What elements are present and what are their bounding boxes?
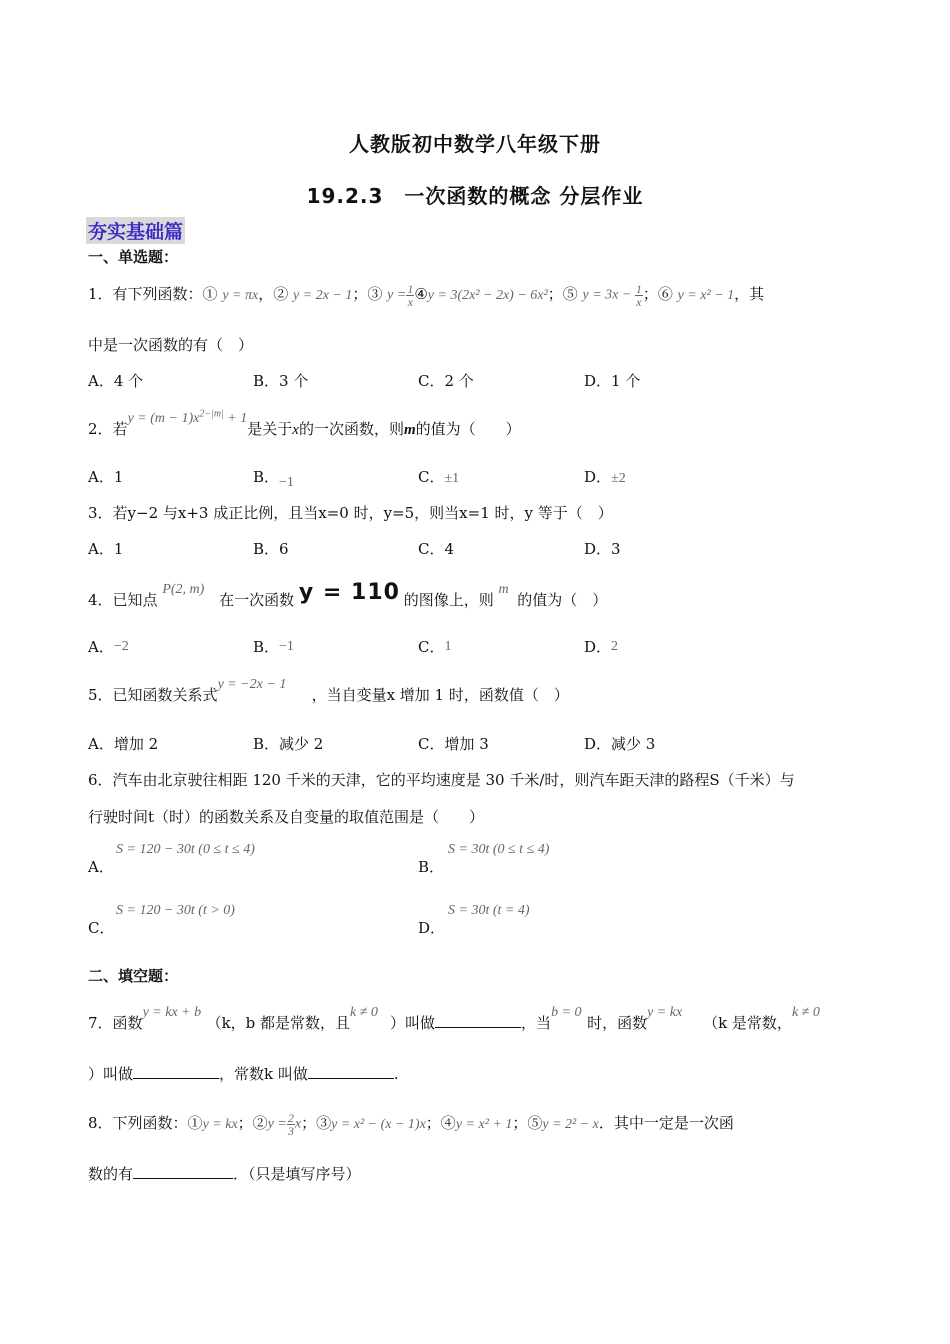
q7-line1 bbox=[88, 1005, 832, 1033]
q4-line bbox=[88, 580, 608, 611]
q7-cond-3: k ≠ 0 bbox=[791, 1005, 820, 1020]
q2-var-x: x bbox=[292, 422, 299, 438]
q2-var-m: m bbox=[403, 422, 416, 438]
q7-d: ，当 bbox=[521, 1014, 552, 1032]
q8-d: ；④ bbox=[425, 1114, 456, 1132]
q8-c: ；③ bbox=[301, 1114, 332, 1132]
q6-line1 bbox=[88, 769, 795, 790]
q2-func-body: y = (m − 1)x bbox=[127, 411, 200, 426]
q3-option-d: D．3 bbox=[584, 540, 621, 558]
q2-option-c-value: ±1 bbox=[444, 471, 460, 486]
q2-option-a-label: A． bbox=[88, 468, 114, 486]
q1-sep-6: ，其 bbox=[734, 285, 765, 303]
q3-option-c: C．4 bbox=[418, 540, 455, 558]
q1-sep-2: ；③ bbox=[352, 285, 383, 303]
q1-func-6: y = x² − 1 bbox=[677, 288, 735, 303]
part2-heading: 二、填空题： bbox=[88, 967, 179, 985]
q4-option-c bbox=[418, 636, 451, 657]
q2-option-b-value: −1 bbox=[279, 475, 294, 490]
q1-option-b: B．3 个 bbox=[253, 372, 309, 390]
q4-option-b bbox=[253, 636, 294, 657]
section-tag: 夯实基础篇 bbox=[86, 217, 185, 244]
q6-stem-1: 汽车由北京驶往相距 120 千米的天津，它的平均速度是 30 千米/时，则汽车距天津的路程S（千米）与 bbox=[112, 771, 795, 789]
q4-number: 4． bbox=[88, 591, 113, 609]
q3-option-a: A．1 bbox=[88, 540, 124, 558]
q8-func-2-num: 2 bbox=[287, 1111, 294, 1126]
q4-option-d-label: D． bbox=[584, 638, 612, 656]
q2-func bbox=[127, 408, 248, 426]
q1-sep-3: ④ bbox=[414, 285, 428, 303]
q7-blank-3[interactable] bbox=[308, 1064, 394, 1079]
q4-var-m: m bbox=[498, 582, 509, 597]
q2-option-b-label: B． bbox=[253, 468, 280, 486]
q2-option-a-value: 1 bbox=[113, 468, 124, 486]
q8-b: ；② bbox=[237, 1114, 268, 1132]
q1-sep-5: ；⑥ bbox=[642, 285, 673, 303]
q8-h: ．（只是填写序号） bbox=[233, 1165, 361, 1183]
q1-func-1: y = πx bbox=[222, 288, 259, 303]
q8-func-3: y = x² − (x − 1)x bbox=[331, 1117, 426, 1132]
q1-func-3-den: x bbox=[407, 295, 413, 310]
q4-option-c-label: C． bbox=[418, 638, 445, 656]
q8-number: 8． bbox=[88, 1114, 113, 1132]
q3-number: 3． bbox=[88, 504, 113, 522]
q8-blank[interactable] bbox=[133, 1164, 233, 1179]
q7-h: ，常数k 叫做 bbox=[219, 1065, 308, 1083]
q6-line2: 行驶时间t（时）的函数关系及自变量的取值范围是（ ） bbox=[88, 808, 485, 826]
q8-func-4: y = x² + 1 bbox=[455, 1117, 513, 1132]
q8-g: 数的有 bbox=[88, 1165, 134, 1183]
q6-option-a-expr: S = 120 − 30t (0 ≤ t ≤ 4) bbox=[116, 842, 255, 857]
q2-func-exponent: 2−|m| bbox=[199, 408, 224, 420]
q7-blank-1[interactable] bbox=[435, 1013, 521, 1028]
q4-point: P(2, m) bbox=[162, 582, 205, 597]
q1-func-5-den: x bbox=[636, 295, 642, 310]
q7-blank-2[interactable] bbox=[133, 1064, 219, 1079]
q6-option-c-label: C． bbox=[88, 919, 115, 937]
q8-func-5: y = 2² − x bbox=[542, 1117, 599, 1132]
q5-option-d: D．减少 3 bbox=[584, 735, 656, 753]
q7-a: 函数 bbox=[112, 1014, 143, 1032]
q5-function: y = −2x − 1 bbox=[217, 677, 287, 692]
q4-option-d bbox=[584, 636, 618, 657]
q7-c: ）叫做 bbox=[390, 1014, 436, 1032]
q8-func-2-fraction bbox=[287, 1112, 295, 1137]
q5-line bbox=[88, 677, 569, 705]
q8-func-2-lhs: y = bbox=[267, 1117, 287, 1132]
q4-mid: 在一次函数 bbox=[219, 591, 295, 609]
q2-line bbox=[88, 408, 521, 439]
q6-number: 6． bbox=[88, 771, 113, 789]
q8-line2 bbox=[88, 1163, 361, 1184]
q1-stem: 有下列函数：① bbox=[112, 285, 218, 303]
q8-e: ；⑤ bbox=[512, 1114, 543, 1132]
q2-option-c bbox=[418, 466, 459, 487]
q1-func-3-lhs: y = bbox=[387, 288, 407, 303]
q7-e: 时，函数 bbox=[587, 1014, 648, 1032]
q2-option-b bbox=[253, 466, 294, 490]
q5-option-c: C．增加 3 bbox=[418, 735, 489, 753]
q7-i: . bbox=[393, 1065, 399, 1083]
q1-func-4: y = 3(2x² − 2x) − 6x² bbox=[427, 288, 548, 303]
q8-func-2-rhs: x bbox=[294, 1117, 302, 1132]
q2-post-b: 的一次函数，则 bbox=[298, 420, 404, 438]
q1-func-3 bbox=[387, 283, 414, 308]
q8-f: ．其中一定是一次函 bbox=[598, 1114, 734, 1132]
q1-option-a: A．4 个 bbox=[88, 372, 144, 390]
q2-number: 2． bbox=[88, 420, 113, 438]
q1-func-5 bbox=[583, 283, 643, 308]
page-title: 人教版初中数学八年级下册 bbox=[349, 132, 601, 156]
q8-a: 下列函数：① bbox=[112, 1114, 203, 1132]
q4-option-d-value: 2 bbox=[611, 639, 619, 654]
q5-option-a: A．增加 2 bbox=[88, 735, 159, 753]
q7-g: ）叫做 bbox=[88, 1065, 134, 1083]
page-subtitle: 19.2.3 一次函数的概念 分层作业 bbox=[306, 184, 644, 208]
q4-option-b-label: B． bbox=[253, 638, 280, 656]
q5-option-b: B．减少 2 bbox=[253, 735, 324, 753]
q7-cond-1: k ≠ 0 bbox=[350, 1005, 378, 1020]
q7-f: （k 是常数， bbox=[703, 1014, 792, 1032]
q7-func-2: y = kx bbox=[647, 1005, 683, 1020]
q1-func-5-fraction bbox=[635, 283, 643, 308]
q4-post-b: 的值为（ ） bbox=[517, 591, 608, 609]
q8-func-1: y = kx bbox=[202, 1117, 238, 1132]
q4-function: y = 110 bbox=[298, 580, 400, 605]
q7-b: （k，b 都是常数，且 bbox=[206, 1014, 351, 1032]
q4-option-a-label: A． bbox=[88, 638, 114, 656]
q4-option-a bbox=[88, 636, 129, 657]
q1-func-2: y = 2x − 1 bbox=[293, 288, 353, 303]
q6-option-b-label: B． bbox=[418, 858, 445, 876]
q1-number: 1． bbox=[88, 285, 113, 303]
q2-pre: 若 bbox=[112, 420, 128, 438]
q2-option-a bbox=[88, 466, 123, 487]
q2-option-d-value: ±2 bbox=[611, 471, 626, 486]
q6-option-a-label: A． bbox=[88, 858, 114, 876]
q6-option-d-expr: S = 30t (t = 4) bbox=[448, 903, 530, 918]
q1-func-5-num: 1 bbox=[635, 282, 642, 297]
q2-option-c-label: C． bbox=[418, 468, 445, 486]
q7-func-1: y = kx + b bbox=[142, 1005, 202, 1020]
q4-option-a-value: −2 bbox=[113, 639, 129, 654]
q1-option-c: C．2 个 bbox=[418, 372, 474, 390]
q8-func-2 bbox=[268, 1112, 301, 1137]
q5-post: ，当自变量x 增加 1 时，函数值（ ） bbox=[311, 686, 569, 704]
q6-option-b-expr: S = 30t (0 ≤ t ≤ 4) bbox=[448, 842, 550, 857]
q4-option-b-value: −1 bbox=[279, 639, 294, 654]
q7-number: 7． bbox=[88, 1014, 113, 1032]
q3-option-b: B．6 bbox=[253, 540, 289, 558]
q2-option-d bbox=[584, 466, 626, 487]
q4-option-c-value: 1 bbox=[444, 639, 452, 654]
q8-line1 bbox=[88, 1112, 734, 1137]
q8-func-2-den: 3 bbox=[287, 1124, 294, 1139]
q3-stem: 若y−2 与x+3 成正比例，且当x=0 时，y=5，则当x=1 时，y 等于（ ） bbox=[112, 504, 613, 522]
q1-sep-4: ；⑤ bbox=[547, 285, 578, 303]
part1-heading: 一、单选题： bbox=[88, 248, 179, 266]
q1-sep-1: ，② bbox=[258, 285, 289, 303]
q2-post-a: 是关于 bbox=[247, 420, 293, 438]
q7-line2 bbox=[88, 1063, 399, 1084]
q1-func-3-num: 1 bbox=[407, 282, 414, 297]
q2-func-tail: + 1 bbox=[227, 411, 248, 426]
q1-line2: 中是一次函数的有（ ） bbox=[88, 336, 254, 354]
q7-cond-2: b = 0 bbox=[551, 1005, 582, 1020]
q5-pre: 已知函数关系式 bbox=[112, 686, 218, 704]
q5-number: 5． bbox=[88, 686, 113, 704]
q1-func-5-lhs: y = 3x − bbox=[582, 288, 632, 303]
q6-option-d-label: D． bbox=[418, 919, 446, 937]
q6-option-c-expr: S = 120 − 30t (t > 0) bbox=[116, 903, 235, 918]
q1-option-d: D．1 个 bbox=[584, 372, 641, 390]
q1-line1 bbox=[88, 283, 764, 308]
q2-option-d-label: D． bbox=[584, 468, 612, 486]
q4-post-a: 的图像上，则 bbox=[403, 591, 494, 609]
q2-post-c: 的值为（ ） bbox=[415, 420, 521, 438]
q3-line bbox=[88, 502, 613, 523]
q4-pre: 已知点 bbox=[112, 591, 158, 609]
